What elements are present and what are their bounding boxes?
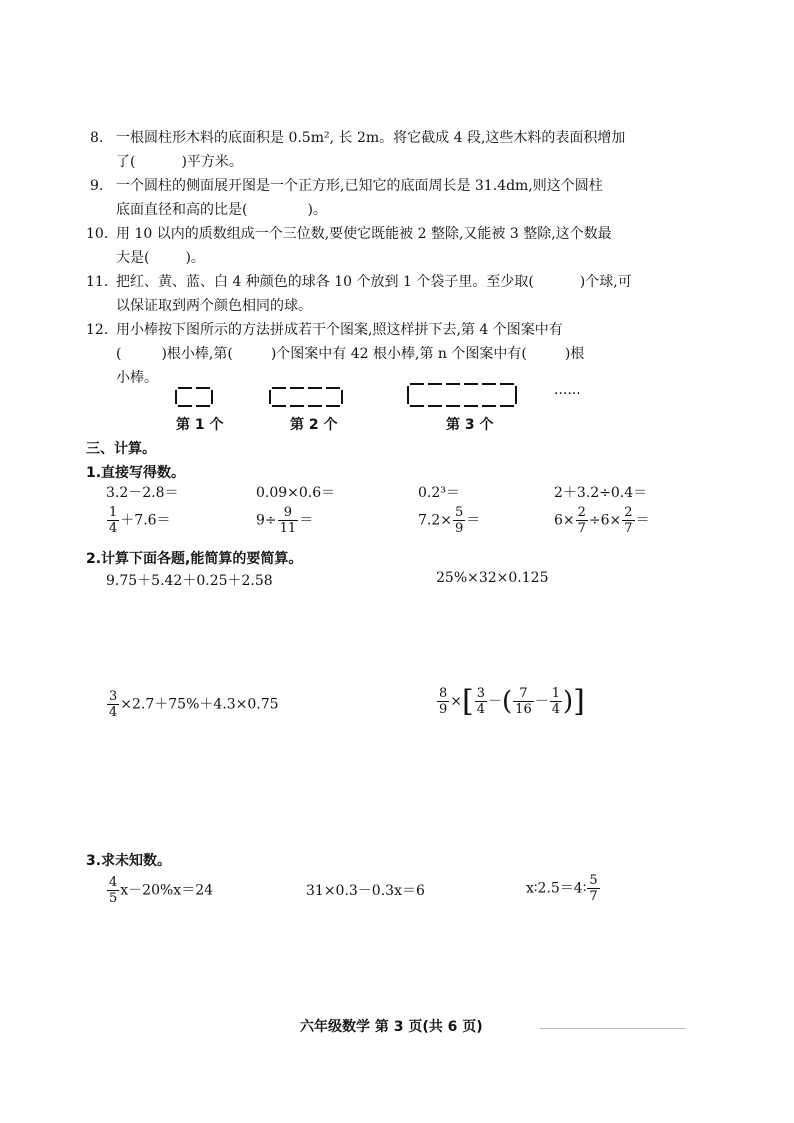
q10-number: 10. (86, 226, 109, 242)
q12-line1: 用小棒按下图所示的方法拼成若干个图案,照这样拼下去,第 4 个图案中有 (116, 322, 563, 338)
q11-text-b: )个球,可 (579, 274, 632, 290)
calc-1-4: 2＋3.2÷0.4＝ (554, 485, 648, 501)
calc-2-4: 6× $\frac{2}{7}$ ÷6× $\frac{2}{7}$ ＝ (554, 505, 650, 536)
fraction: $\frac{9}{11}$ (279, 505, 297, 536)
stick-figure-1 (172, 384, 222, 410)
q8-number: 8. (90, 130, 104, 146)
part-2-title: 2.计算下面各题,能简算的要简算。 (86, 551, 303, 567)
q10-line2 (116, 248, 205, 268)
expr-2: 25%×32×0.125 (436, 570, 549, 586)
fraction: $\frac{5}{7}$ (589, 873, 598, 904)
q8-text-b: )平方米。 (181, 154, 243, 170)
q8-line1: 一根圆柱形木料的底面积是 0.5m², 长 2m。将它截成 4 段,这些木料的表面积增加 (116, 130, 626, 146)
q9-number: 9. (90, 178, 104, 194)
q8-text-a: 了( (116, 154, 136, 170)
fraction: $\frac{4}{5}$ (109, 875, 118, 906)
fraction: $\frac{1}{4}$ (551, 686, 560, 717)
figure-caption-1: 第 1 个 (176, 417, 224, 433)
calc-1-2: 0.09×0.6＝ (256, 485, 336, 501)
stick-figure-ellipsis: ······ (554, 386, 581, 402)
section-3-title: 三、计算。 (86, 441, 156, 457)
equation-1: $\frac{4}{5}$ x－20%x＝24 (109, 875, 214, 906)
calc-1-3: 0.2³＝ (418, 485, 460, 501)
q11-line1 (116, 272, 632, 292)
figure-caption-2: 第 2 个 (290, 417, 338, 433)
page-footer: 六年级数学 第 3 页(共 6 页) (300, 1019, 483, 1035)
q12-text-a: ( (116, 346, 122, 362)
q10-text-b: )。 (185, 250, 205, 266)
part-1-title: 1.直接写得数。 (86, 465, 186, 481)
part-3-title: 3.求未知数。 (86, 853, 172, 869)
equation-2: 31×0.3－0.3x＝6 (306, 883, 425, 899)
q12-line2 (116, 344, 584, 364)
q11-number: 11. (86, 274, 109, 290)
fraction: $\frac{7}{16}$ (515, 686, 532, 717)
expr-3: $\frac{3}{4}$ ×2.7＋75%＋4.3×0.75 (109, 689, 279, 720)
calc-2-1: $\frac{1}{4}$ ＋7.6＝ (109, 505, 171, 536)
calc-1-1: 3.2－2.8＝ (106, 485, 179, 501)
equation-3: x∶2.5＝4∶ $\frac{5}{7}$ (526, 873, 598, 904)
fraction: $\frac{8}{9}$ (439, 686, 448, 717)
q9-line2 (116, 200, 327, 220)
fraction: $\frac{5}{9}$ (455, 505, 464, 536)
calc-2-3: 7.2× $\frac{5}{9}$ ＝ (418, 505, 481, 536)
q11-text-a: 把红、黄、蓝、白 4 种颜色的球各 10 个放到 1 个袋子里。至少取( (116, 274, 534, 290)
fraction: $\frac{2}{7}$ (577, 505, 586, 536)
q10-line1: 用 10 以内的质数组成一个三位数,要使它既能被 2 整除,又能被 3 整除,这个数最 (116, 226, 612, 242)
fraction: $\frac{1}{4}$ (109, 505, 118, 536)
stick-figure-2 (266, 384, 356, 410)
q12-text-b: )根小棒,第( (161, 346, 233, 362)
fraction: $\frac{3}{4}$ (476, 686, 486, 717)
footer-rule (540, 1028, 686, 1029)
q10-text-a: 大是( (116, 250, 150, 266)
stick-figure-3 (404, 380, 536, 410)
q12-text-d: )根 (564, 346, 585, 362)
calc-2-2: 9÷ $\frac{9}{11}$ ＝ (256, 505, 314, 536)
expr-4: $\frac{8}{9}$ ×[ $\frac{3}{4}$ －( $\frac{7}{16}$ － $\frac{1}{4}$ )] (439, 684, 585, 719)
figure-caption-3: 第 3 个 (446, 417, 494, 433)
q9-text-a: 底面直径和高的比是( (116, 202, 248, 218)
q12-text-c: )个图案中有 42 根小棒,第 n 个图案中有( (270, 346, 527, 362)
q8-line2 (116, 152, 243, 172)
q9-line1: 一个圆柱的侧面展开图是一个正方形,已知它的底面周长是 31.4dm,则这个圆柱 (116, 178, 603, 194)
fraction: $\frac{3}{4}$ (109, 689, 118, 720)
q11-line2: 以保证取到两个颜色相同的球。 (116, 298, 312, 314)
expr-1: 9.75＋5.42＋0.25＋2.58 (106, 573, 273, 589)
q9-text-b: )。 (307, 202, 327, 218)
q12-line3: 小棒。 (116, 370, 158, 386)
q12-number: 12. (86, 322, 109, 338)
fraction: $\frac{2}{7}$ (624, 505, 633, 536)
